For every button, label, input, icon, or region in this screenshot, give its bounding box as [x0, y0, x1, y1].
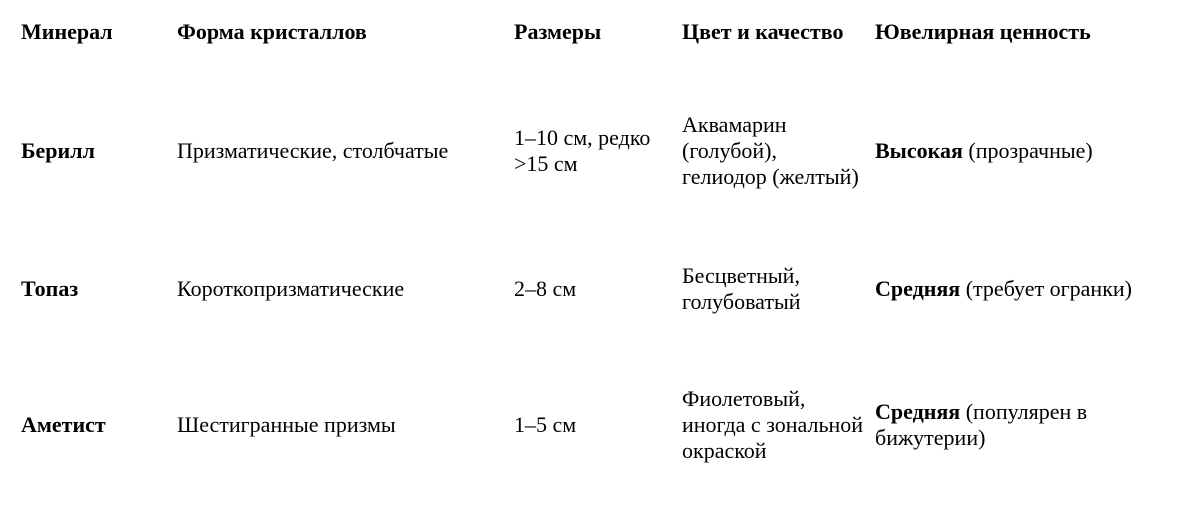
cell-mineral: Аметист: [21, 412, 106, 437]
value-level: Средняя: [875, 399, 961, 424]
cell-size: 2–8 см: [514, 276, 577, 301]
table-body: [10, 64, 1170, 510]
table-row: [10, 340, 1170, 510]
cell-size: 1–5 см: [514, 412, 577, 437]
header-mineral: Минерал: [21, 19, 113, 44]
cell-jewelry-value: [864, 340, 1170, 510]
value-note: (популярен в бижутерии): [875, 399, 1088, 450]
header-jewelry-value: Ювелирная ценность: [875, 19, 1091, 44]
cell-crystal-form: Шестигранные призмы: [177, 412, 396, 437]
header-color-quality: Цвет и качество: [682, 19, 844, 44]
cell-jewelry-value: [864, 238, 1170, 340]
minerals-table: [10, 0, 1170, 510]
cell-crystal-form: Призматические, столбчатые: [177, 138, 449, 163]
cell-color-quality: Фиолетовый, иногда с зональной окраской: [682, 386, 864, 463]
table-row: [10, 64, 1170, 238]
cell-mineral: Берилл: [21, 138, 95, 163]
table-row: [10, 238, 1170, 340]
value-note: (прозрачные): [962, 138, 1093, 163]
header-size: Размеры: [514, 19, 602, 44]
cell-mineral: Топаз: [21, 276, 79, 301]
cell-color-quality: Аквамарин (голубой), гелиодор (желтый): [682, 112, 859, 189]
value-level: Высокая: [875, 138, 963, 163]
header-row: [10, 0, 1170, 64]
table-header: [10, 0, 1170, 64]
cell-crystal-form: Короткопризматические: [177, 276, 405, 301]
header-crystal-form: Форма кристаллов: [177, 19, 367, 44]
value-note: (требует огранки): [960, 276, 1132, 301]
cell-jewelry-value: [864, 64, 1170, 238]
value-level: Средняя: [875, 276, 961, 301]
cell-color-quality: Бесцветный, голубоватый: [682, 263, 801, 314]
cell-size: 1–10 см, редко >15 см: [514, 125, 651, 176]
